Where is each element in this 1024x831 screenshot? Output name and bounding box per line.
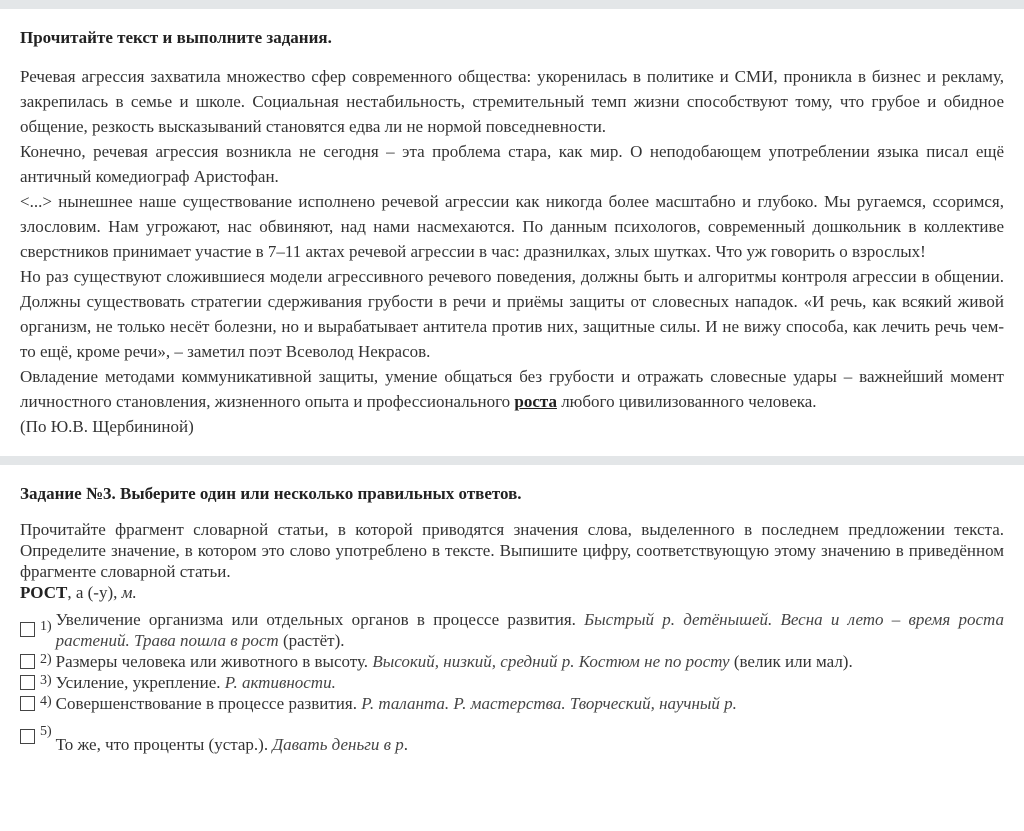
- task-instruction: Прочитайте фрагмент словарной статьи, в которой приводятся значения слова, выделенного в последнем предложении текста. Определите значение, в котором это слово употреблено в тексте. Выпишите цифру, соответствующую этому значению в приведённом фрагменте словарной статьи.: [20, 520, 1004, 581]
- option-1-example: Быстрый р. детёнышей. Весна и лето – время роста растений. Трава пошла в рост: [55, 610, 1004, 650]
- option-4-number: 4): [40, 694, 52, 709]
- option-4-example: Р. таланта. Р. мастерства. Творческий, научный р.: [361, 694, 737, 713]
- text-paragraph-2: Конечно, речевая агрессия возникла не сегодня – эта проблема стара, как мир. О неподобающем употреблении языка писал ещё античный комедиограф Аристофан.: [20, 142, 1004, 186]
- headword-grammar: , а (-у),: [67, 583, 122, 602]
- headword-gender: м.: [121, 583, 137, 602]
- option-4-checkbox[interactable]: [20, 696, 35, 711]
- option-5-example: Давать деньги в р: [272, 735, 404, 754]
- answer-option-5[interactable]: [20, 726, 1004, 755]
- option-2-number: 2): [40, 652, 52, 667]
- headword: РОСТ: [20, 583, 68, 602]
- task-instruction-block: [20, 519, 1004, 603]
- answer-option-2[interactable]: [20, 651, 1004, 672]
- option-2-text: [56, 651, 1004, 672]
- text-paragraph-1: Речевая агрессия захватила множество сфер современного общества: укоренилась в политике и СМИ, проникла в бизнес и рекламу, закрепилась в семье и школе. Социальная нестабильность, стремительный темп жизни способствуют тому, что грубое и обидное общение, резкость высказываний становятся едва ли не нормой повседневности.: [20, 67, 1004, 136]
- option-2-note: (велик или мал).: [729, 652, 853, 671]
- top-divider-band: [0, 0, 1024, 9]
- task-heading: Задание №3. Выберите один или несколько правильных ответов.: [20, 484, 522, 503]
- reading-text: [20, 64, 1004, 439]
- text-paragraph-3: <...> нынешнее наше существование исполнено речевой агрессии как никогда более масштабно и глубоко. Мы ругаемся, ссоримся, злословим. Нам угрожают, нас обвиняют, над нами насмехаются. По данным психологов, современный дошкольник в коллективе сверстников принимает участие в 7–11 актах речевой агрессии в час: дразнилках, злых шутках. Что уж говорить о взрослых!: [20, 192, 1004, 261]
- answer-option-1[interactable]: [20, 609, 1004, 651]
- option-4-text: [56, 693, 1004, 714]
- paragraph-5-end: любого цивилизованного человека.: [556, 392, 817, 411]
- option-5-note: .: [403, 735, 408, 754]
- option-3-checkbox[interactable]: [20, 675, 35, 690]
- option-3-definition: Усиление, укрепление.: [55, 673, 225, 692]
- reading-heading: Прочитайте текст и выполните задания.: [20, 28, 332, 47]
- paragraph-5-start: Овладение методами коммуникативной защиты, умение общаться без грубости и отражать словесные удары – важнейший момент личностного становления, жизненного опыта и профессионального: [20, 367, 1004, 411]
- option-4-definition: Совершенствование в процессе развития.: [55, 694, 362, 713]
- option-5-checkbox[interactable]: [20, 729, 35, 744]
- option-1-note: (растёт).: [278, 631, 345, 650]
- section-divider-band: [0, 456, 1024, 465]
- option-1-definition: Увеличение организма или отдельных органов в процессе развития.: [55, 610, 585, 629]
- option-5-number: 5): [40, 724, 52, 739]
- highlighted-word: роста: [514, 392, 557, 411]
- option-5-text: [56, 734, 1004, 755]
- option-2-definition: Размеры человека или животного в высоту.: [55, 652, 373, 671]
- option-3-text: [56, 672, 1004, 693]
- option-2-checkbox[interactable]: [20, 654, 35, 669]
- option-1-text: [56, 609, 1004, 651]
- reading-text-section: [0, 9, 1024, 439]
- task-section: [0, 465, 1024, 755]
- answer-options: [20, 609, 1004, 755]
- option-2-example: Высокий, низкий, средний р. Костюм не по росту: [372, 652, 730, 671]
- option-5-definition: То же, что проценты (устар.).: [55, 735, 273, 754]
- text-paragraph-5: [20, 364, 1004, 414]
- option-3-example: Р. активности.: [224, 673, 336, 692]
- dictionary-entry: [20, 582, 1004, 603]
- option-1-checkbox[interactable]: [20, 622, 35, 637]
- answer-option-4[interactable]: [20, 693, 1004, 714]
- option-3-number: 3): [40, 673, 52, 688]
- answer-option-3[interactable]: [20, 672, 1004, 693]
- text-attribution: (По Ю.В. Щербининой): [20, 417, 194, 436]
- option-1-number: 1): [40, 619, 52, 634]
- text-paragraph-4: Но раз существуют сложившиеся модели агрессивного речевого поведения, должны быть и алгоритмы контроля агрессии в общении. Должны существовать стратегии сдерживания грубости в речи и приёмы защиты от словесных нападок. «И речь, как всякий живой организм, не только несёт болезни, но и вырабатывает антитела против них, защитные силы. И не вижу способа, как лечить речь чем-то ещё, кроме речи», – заметил поэт Всеволод Некрасов.: [20, 267, 1004, 361]
